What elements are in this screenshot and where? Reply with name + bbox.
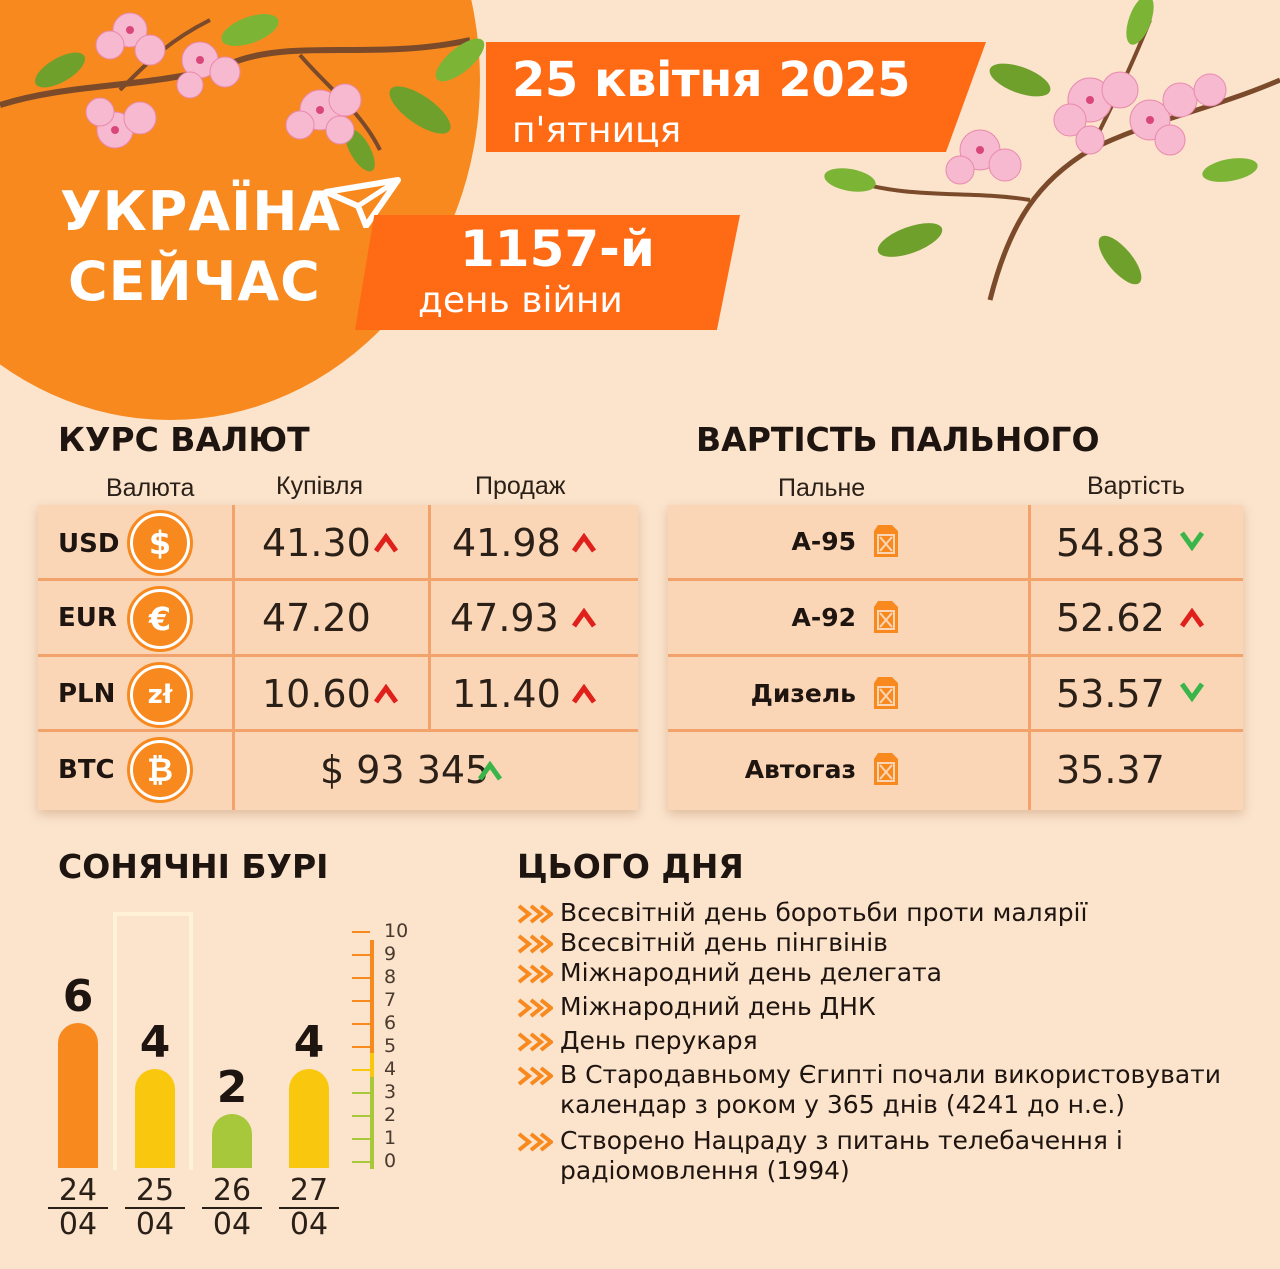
fuel-price: 35.37 xyxy=(1056,748,1165,792)
event-text: В Стародавньому Єгипті почали використовувати календар з роком у 365 днів (4241 до н.е.) xyxy=(560,1060,1221,1119)
scale-tick-label: 1 xyxy=(384,1127,397,1149)
dollar-coin-icon: $ xyxy=(130,513,190,573)
fuel-col-fuel: Пальне xyxy=(778,474,866,502)
zloty-coin-icon: zł xyxy=(130,665,190,725)
scale-tick xyxy=(352,1000,370,1002)
brand-line-1: УКРАЇНА xyxy=(60,180,342,243)
event-text: Міжнародний день делегата xyxy=(560,958,942,987)
fuel-name: Дизель xyxy=(750,679,856,708)
sell-value: 47.93 xyxy=(450,596,559,640)
scale-segment-low xyxy=(370,1077,374,1169)
fuel-price: 52.62 xyxy=(1056,596,1165,640)
scale-tick-label: 5 xyxy=(384,1035,397,1057)
trend-up-icon xyxy=(572,684,596,704)
solar-bar-value: 6 xyxy=(62,971,94,1023)
event-item xyxy=(517,1060,1257,1120)
scale-segment-mid xyxy=(370,1053,374,1077)
currency-table xyxy=(38,505,638,810)
event-text: День перукаря xyxy=(560,1026,758,1055)
fuel-price: 53.57 xyxy=(1056,672,1165,716)
currency-code: BTC xyxy=(58,755,115,785)
fuel-can-icon xyxy=(872,751,900,787)
sell-value: 41.98 xyxy=(452,521,561,565)
blossom-branch-left-icon xyxy=(0,0,500,190)
trend-up-icon xyxy=(374,533,398,553)
solar-bar-value: 4 xyxy=(139,1016,171,1068)
buy-value: 47.20 xyxy=(262,596,371,640)
solar-bar xyxy=(289,1069,329,1168)
event-item xyxy=(517,1026,1257,1056)
solar-bar-value: 2 xyxy=(216,1062,248,1114)
solar-bar-date: 27 04 xyxy=(279,1175,339,1240)
trend-up-icon xyxy=(374,684,398,704)
event-item xyxy=(517,898,1257,928)
scale-tick-label: 10 xyxy=(384,920,409,942)
scale-tick-label: 3 xyxy=(384,1081,397,1103)
scale-tick-label: 6 xyxy=(384,1012,397,1034)
scale-tick-label: 0 xyxy=(384,1150,397,1172)
double-chevron-icon xyxy=(517,1032,553,1052)
event-item xyxy=(517,992,1257,1022)
solar-bar-date: 25 04 xyxy=(125,1175,185,1240)
scale-tick xyxy=(352,931,370,933)
war-day-number: 1157-й xyxy=(460,220,655,278)
trend-down-icon xyxy=(1180,531,1204,551)
solar-title: СОНЯЧНІ БУРІ xyxy=(58,847,329,886)
solar-bar-value: 4 xyxy=(293,1016,325,1068)
currency-code: EUR xyxy=(58,603,117,633)
sell-value: 11.40 xyxy=(452,672,561,716)
event-text: Всесвітній день боротьби проти малярії xyxy=(560,898,1088,927)
scale-tick xyxy=(352,1046,370,1048)
buy-value: 41.30 xyxy=(262,521,371,565)
scale-tick-label: 9 xyxy=(384,943,397,965)
event-text: Всесвітній день пінгвінів xyxy=(560,928,888,957)
double-chevron-icon xyxy=(517,934,553,954)
fuel-name: А-95 xyxy=(791,527,856,556)
double-chevron-icon xyxy=(517,964,553,984)
trend-up-icon xyxy=(572,608,596,628)
double-chevron-icon xyxy=(517,904,553,924)
trend-up-icon xyxy=(572,533,596,553)
fuel-table xyxy=(668,505,1243,810)
weekday-text: п'ятниця xyxy=(512,110,682,151)
fuel-price: 54.83 xyxy=(1056,521,1165,565)
double-chevron-icon xyxy=(517,1066,553,1086)
scale-tick-label: 2 xyxy=(384,1104,397,1126)
this-day-title: ЦЬОГО ДНЯ xyxy=(517,847,744,886)
scale-tick xyxy=(352,1069,370,1071)
war-day-label: день війни xyxy=(418,280,623,321)
scale-tick-label: 4 xyxy=(384,1058,397,1080)
fuel-name: Автогаз xyxy=(744,755,856,784)
scale-tick xyxy=(352,977,370,979)
scale-tick xyxy=(352,1092,370,1094)
scale-tick xyxy=(352,1115,370,1117)
brand-line-2: СЕЙЧАС xyxy=(68,250,321,313)
fuel-can-icon xyxy=(872,523,900,559)
scale-tick-label: 7 xyxy=(384,989,397,1011)
solar-bar xyxy=(135,1069,175,1168)
fuel-can-icon xyxy=(872,675,900,711)
scale-segment-high xyxy=(370,940,374,1053)
scale-tick xyxy=(352,1161,370,1163)
scale-tick xyxy=(352,1023,370,1025)
trend-down-icon xyxy=(1180,682,1204,702)
solar-bar xyxy=(212,1114,252,1168)
fuel-title: ВАРТІСТЬ ПАЛЬНОГО xyxy=(696,420,1100,459)
scale-tick xyxy=(352,954,370,956)
currency-title: КУРС ВАЛЮТ xyxy=(58,420,310,459)
solar-bar-date: 24 04 xyxy=(48,1175,108,1240)
scale-tick-label: 8 xyxy=(384,966,397,988)
buy-value: 10.60 xyxy=(262,672,371,716)
event-item xyxy=(517,1126,1257,1186)
btc-value: $ 93 345 xyxy=(320,748,490,792)
event-text: Міжнародний день ДНК xyxy=(560,992,876,1021)
currency-col-sell: Продаж xyxy=(475,472,566,500)
currency-code: USD xyxy=(58,529,120,559)
double-chevron-icon xyxy=(517,998,553,1018)
currency-code: PLN xyxy=(58,679,116,709)
fuel-can-icon xyxy=(872,599,900,635)
currency-col-buy: Купівля xyxy=(276,472,363,500)
scale-tick xyxy=(352,1138,370,1140)
fuel-name: А-92 xyxy=(791,603,856,632)
fuel-col-price: Вартість xyxy=(1087,472,1185,500)
event-text: Створено Нацраду з питань телебачення і радіомовлення (1994) xyxy=(560,1126,1123,1185)
solar-bar xyxy=(58,1023,98,1168)
double-chevron-icon xyxy=(517,1132,553,1152)
date-text: 25 квітня 2025 xyxy=(512,52,911,108)
trend-up-icon xyxy=(1180,608,1204,628)
currency-col-currency: Валюта xyxy=(106,474,195,502)
solar-bar-date: 26 04 xyxy=(202,1175,262,1240)
event-item xyxy=(517,928,1257,958)
bitcoin-coin-icon: ₿ xyxy=(130,740,190,800)
euro-coin-icon: € xyxy=(130,589,190,649)
trend-up-icon xyxy=(478,761,502,781)
event-item xyxy=(517,958,1257,988)
